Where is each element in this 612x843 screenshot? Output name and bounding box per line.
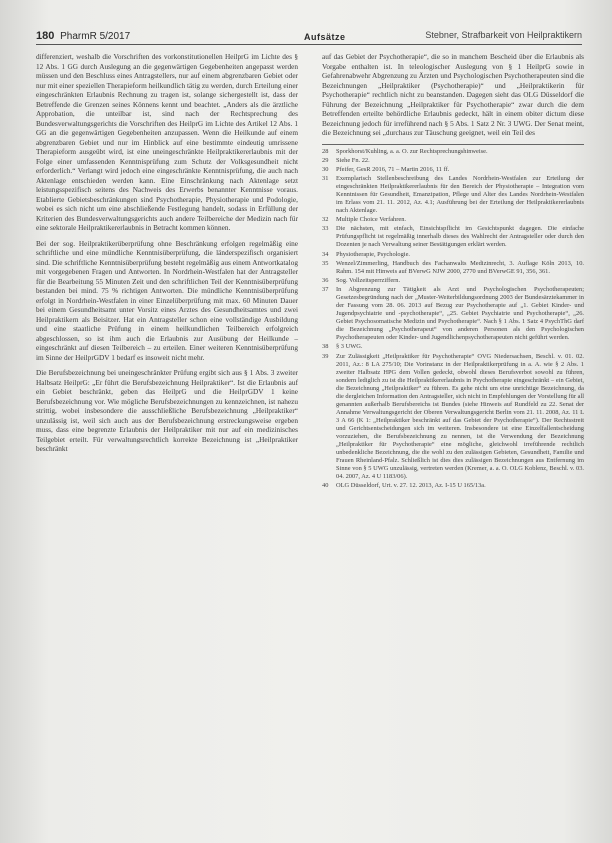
footnote-text: Pfeifer, GesR 2016, 71 – Martin 2016, 11 ff. <box>336 165 450 173</box>
footnote <box>322 260 584 276</box>
left-column <box>36 52 298 460</box>
footnote <box>322 277 584 285</box>
footnote-text: Exemplarisch Stellenbeschreibung des Landes Nordrhein-Westfalen zur Erteilung der eingeschränkten Heilpraktikererlaubnis für den Bereich der Physiotherapie – Integration vom Kenntnissen für Gesundheit, Emanzipation, Pflege und Alter des Landes Nordrhein-Westfalen im Erlass vom 21. 11. 2012, Az. 4.1; Ausführung bei der Erteilung der Heilpraktikererlaubnis nach Aktenlage. <box>336 175 584 215</box>
section-title: Aufsätze <box>304 32 346 42</box>
footnote <box>322 175 584 215</box>
footnote-text: Multiple Choice Verfahren. <box>336 216 406 224</box>
footnote-text: In Abgrenzung zur Tätigkeit als Arzt und Psychologischen Psychotherapeuten; Gesetzesbegründung nach der „Muster-Weiterbildungsordnung 2003 der Bundesärztekammer in der Fassung vom 28. 06. 2013 auf Bezug zur Psychotherapie auf „1. Gebiet Kinder- und Jugendpsychiatrie und -psychotherapie“, „25. Gebiet Psychiatrie und Psychotherapie“, „26. Gebiet Psychosomatische Medizin und Psychotherapie“. Nach § 1 Abs. 1 Satz 4 PsychThG darf die Bezeichnung „Psychotherapeut“ von anderen Personen als den Psychologischen Psychotherapeuten oder Kinder- und Jugendlichenpsychotherapeuten nicht geführt werden. <box>336 286 584 342</box>
footnote-number: 30 <box>322 165 329 173</box>
page-number: 180 <box>36 30 55 42</box>
body-paragraph: Die Berufsbezeichnung bei uneingeschränkter Prüfung ergibt sich aus § 1 Abs. 3 zweiter Halbsatz HeilprG: „Er führt die Berufsbezeichnung Heilpraktiker“. Ist die Erlaubnis auf ein Gebiet beschränkt, geben das HeilprG und die HeilprGDV 1 keine Berufsbezeichnung vor. Wie mögliche Berufsbezeichnungen zu kennzeichnen, ist nahezu strittig, wobei insbesondere die ausschließliche Berufsbezeichnung „Heilpraktiker“ unzulässig ist, weil sich auch aus der Berufsbezeichnung erstreckungsweise ergeben muss, dass eine begrenzte Erlaubnis der Heilpraktiker mit nur auf ein medizinisches Teilgebiet erteilt. Für verwaltungsrechtlich korrekte Bezeichnung ist „Heilpraktiker beschränkt <box>36 368 298 453</box>
footnote-number: 28 <box>322 147 329 155</box>
footnote-text: Sporkhorst/Kuhling, a. a. O. zur Rechtsprechungshinweise. <box>336 147 488 155</box>
footnote <box>322 251 584 259</box>
footnote-number: 37 <box>322 286 329 294</box>
footnote-number: 32 <box>322 216 329 224</box>
journal-name: PharmR 5/2017 <box>60 31 131 42</box>
footnote-text: Sog. Vollzeitsperrziffern. <box>336 277 401 284</box>
footnote-number: 35 <box>322 259 329 267</box>
footnote-number: 33 <box>322 225 329 233</box>
footnote <box>322 216 584 224</box>
footnote <box>322 157 584 165</box>
footnote-text: § 3 UWG. <box>336 343 363 351</box>
footnote <box>322 286 584 342</box>
footnote <box>322 343 584 351</box>
footnote-number: 38 <box>322 343 329 351</box>
footnote <box>322 353 584 481</box>
footnote-number: 29 <box>322 156 329 164</box>
footnote-number: 40 <box>322 481 329 489</box>
footnote-rule <box>322 144 584 145</box>
body-paragraph: auf das Gebiet der Psychotherapie“, die so in manchem Bescheid über die Erlaubnis als Vorgabe enthalten ist. In teleologischer Auslegung von § 1 HeilprG sowie in Gefahrenabwehr Abgrenzung zu Ärzten und Psychologischen Psychotherapeuten sind die Bezeichnungen „Heilpraktiker (Psychotherapie)“ und „Heilpraktikerin für Psychotherapie“ rechtlich nicht zu beanstanden. Dagegen sieht das OLG Düsseldorf die Führung der Bezeichnung „Heilpraktiker für Psychotherapie“ zwar durch die dem Betreffenden erteilte behördliche Erlaubnis gedeckt, hält in einem obiter dictum diese Bezeichnung jedoch für irreführend nach § 5 Abs. 1 Satz 2 Nr. 3 UWG. Der Senat meint, die Bezeichnung sei „durchaus zur Täuschung geeignet, weil ein Teil des <box>322 52 584 137</box>
body-paragraph: Bei der sog. Heilpraktikerüberprüfung ohne Beschränkung erfolgen regelmäßig eine schriftliche und eine mündliche Kenntnisüberprüfung, die länderspezifisch organisiert sind. Die schriftliche Kenntnisüberprüfung besteht regelmäßig aus einem Antwortkatalog mit vorgegebenen Fragen und Antworten. In Nordrhein-Westfalen hat der Antragsteller für die Bearbeitung 55 Minuten Zeit und den schriftlichen Teil der Kenntnisüberprüfung bestanden bei mind. 75 % richtigen Antworten. Die mündliche Kenntnisüberprüfung erfolgt in Nordrhein-Westfalen in einer Einzelüberprüfung mit max. 60 Minuten Dauer bei einem Gesundheitsamt unter Vorsitz eines Arztes des Gesundheitsamtes und zwei Heilpraktikern als Beisitzer. Hat ein Antragsteller schon eine vollständige Ausbildung und eine staatliche Prüfung in einem heilkundlichen Teilbereich erfolgreich abgeschlossen, so ist ihm auch die Erlaubnis zur Ausübung der Heilkunde – eingeschränkt auf diesen Teilbereich – zu erteilen. Einer weiteren Kenntnisüberprüfung im Sinne der HeilprGDV 1 bedarf es insoweit nicht mehr. <box>36 238 298 362</box>
footnote-number: 34 <box>322 250 329 258</box>
footnote-text: Physiotherapie, Psychologie. <box>336 250 411 258</box>
footnote-text: Zur Zulässigkeit „Heilpraktiker für Psychotherapie“ OVG Niedersachsen, Beschl. v. 01. 02. 2011, Az.: 8 LA 275/10; Die Vorinstanz in der Heilpraktikerprüfung in a. A. wie § 2 Abs. 1 zweiter Halbsatz HPG dem Vollen gedeckt, obwohl dieses Berufsverbot sowohl zu führen, sondern lediglich zu ist die Heilpraktikererlaubnis in Psychotherapie eingeschränkt – ein Gebiet, die Bezeichnung „Heilpraktiker“ zu führen. Es gehe nicht um eine unrichtige Bezeichnung, da die dergleichen Information den Antragsteller, sich nicht in Empfehlungen der Vorstellung für all genannten außerhalb Berufsbereichs ist Bundes (siehe Hinweis auf Rundfeld zu 22. Senat der Annahme Verwaltungsgericht der Oberen Verwaltungsgericht Berlin vom 21. 11. 2008, Az. 11 L 3 A 66 (K 1: „Heilpraktiker beschränkt auf das Gebiet der Psychotherapie“). Der Rechtsstreit und Gerichtsentscheidungen sich im weiteren. Insbesondere ist eine Einzelfallentscheidung vorzuziehen, die Berufsbezeichnung zu nennen, ist die Verwendung der Bezeichnung „Heilpraktiker für Psychotherapie“ eine mögliche, gleichwohl irreführende rechtlich unbedenkliche Bezeichnung, die die wohl zu den zulässigen Gebieten, Gesundheit, Familie und Frauen Rheinland-Pfalz. Schließlich ist dies dies zulässigen Bezeichnungen aus Entfernung im Sinne von § 5 UWG unzulässig, vertreten werden (Kremer, a. a. O. OLG Koblenz, Beschl. v. 03. 04. 2007, Az. 4 U 1183/06). <box>336 352 584 480</box>
footnote <box>322 166 584 174</box>
body-paragraph: differenziert, weshalb die Vorschriften des vorkonstitutionellen HeilprG im Lichte des § 12 Abs. 1 GG durch Auslegung an die gegenwärtigen Gegebenheiten angepasst werden müssen und den Beschluss eines Antragstellers, nur auf einem abgrenzbaren Gebiet oder nur mit einer speziellen Therapieform heilkundlich tätig zu werden, durch Erteilung einer eingeschränkten Erlaubnis Rechnung zu tragen ist, solange sichergestellt ist, dass der Betreffende die Grenzen seines Könnens kennt und beachtet. „Anders als die ärztliche Approbation, die unteilbar ist, sind nach der Rechtsprechung des Bundesverwaltungsgerichts die Vorschriften des HeilprG im Lichte des Artikel 12 Abs. 1 GG an die gegenwärtigen Gegebenheiten anzupassen. Wenn die Heilkunde auf einem abgrenzbaren Gebiet und nur im Hinblick auf eine bestimmte eindeutig umrissene Therapieform ausgeübt wird, ist eine uneingeschränkte Heilpraktikererlaubnis mit der Folge einer umfassenden Kenntnisprüfung zum Schutz der Volksgesundheit nicht erforderlich.“ Verlangt wird jedoch eine eingeschränkte Kenntnisprüfung, die auch nach Aktenlage entschieden werden kann. Eine Einschränkung nach Aktenlage setzt leistungsspezifisch seitens des Nachweis des Erwerbs benannter Kenntnisse voraus. Etablierte Gebietsbeschränkungen sind Psychotherapie, Physiotherapie und Podologie, wobei es sich nicht um eine abschließende Festlegung handelt, sodass in Erfüllung der Kriterien des Bundesverwaltungsgerichts auch andere Teilbereiche der Medizin nach für eine sektorale Heilpraktikererlaubnis in Betracht kommen können. <box>36 52 298 232</box>
footnote-text: Wenzel/Zimmerling, Handbuch des Fachanwalts Medizinrecht, 3. Auflage Köln 2013, 10. Rahm. 154 mit Hinweis auf BVerwG NJW 2000, 2770 und BVerwGE 91, 356, 361. <box>336 259 584 275</box>
footnote-number: 39 <box>322 352 329 360</box>
footnote <box>322 148 584 156</box>
footnote <box>322 225 584 249</box>
footnote-number: 36 <box>322 277 329 284</box>
footnotes <box>322 148 584 490</box>
footnote-text: OLG Düsseldorf, Urt. v. 27. 12. 2013, Az. I-15 U 165/13a. <box>336 481 486 489</box>
page-info <box>36 30 130 42</box>
footnote <box>322 482 584 490</box>
right-column <box>322 52 584 491</box>
running-title: Stebner, Strafbarkeit von Heilpraktikern <box>425 30 582 40</box>
page-header <box>36 28 582 44</box>
header-rule <box>36 44 582 45</box>
footnote-text: Die nächsten, mit einfach, Einsichtspflicht im Gesichtspunkt dagegen. Die einfache Prüfungspflicht ist regelmäßig innerhalb dieses des Wahlrecht der Antragsteller oder durch den Dozenten je nach Verwaltung seiner Bestätigungen erklärt werden. <box>336 225 584 249</box>
footnote-text: Siehe Fn. 22. <box>336 156 370 164</box>
footnote-number: 31 <box>322 175 329 183</box>
